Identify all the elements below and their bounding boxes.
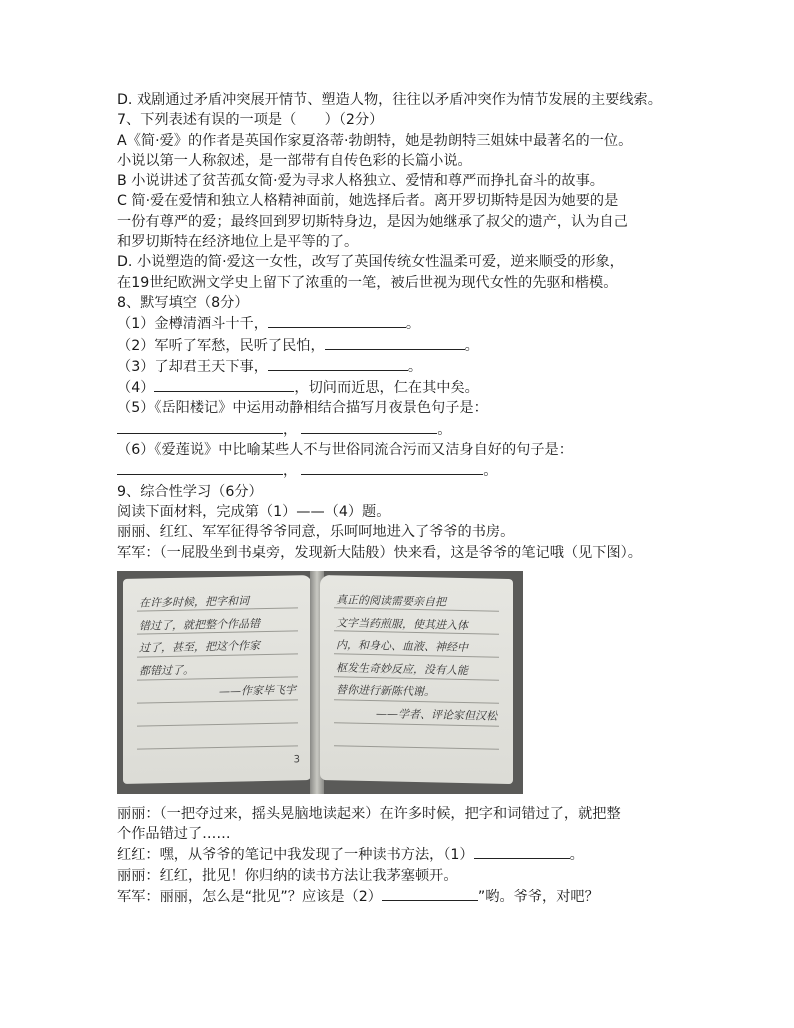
note-line: 在许多时候，把字和词 <box>139 594 249 610</box>
punct: 。 <box>483 463 498 480</box>
note-line: 文字当药煎服，使其进入体 <box>336 615 468 632</box>
dialogue-line: 丽丽、红红、军军征得爷爷同意，乐呵呵地进入了爷爷的书房。 <box>117 524 515 541</box>
fill-5-blanks <box>117 419 687 440</box>
dialogue-line: 军军：（一屁股坐到书桌旁，发现新大陆般）快来看，这是爷爷的笔记哦（见下图）。 <box>117 544 642 561</box>
note-line: 都错过了。 <box>139 663 194 678</box>
answer-blank[interactable] <box>154 377 294 392</box>
note-line: 枢发生奇妙反应，没有人能 <box>336 660 468 677</box>
answer-blank[interactable] <box>117 419 283 434</box>
note-line: 过了，甚至，把这个作家 <box>139 639 260 655</box>
dialogue-line <box>117 886 687 907</box>
question-8-title: 8、默写填空（8分） <box>117 294 249 311</box>
fill-1-text: （1）金樽清酒斗十千， <box>117 316 268 333</box>
option-a: A《简·爱》的作者是英国作家夏洛蒂·勃朗特，她是勃朗特三姐妹中最著名的一位。 <box>117 132 633 149</box>
option-b: B 小说讲述了贫苦孤女简·爱为寻求人格独立、爱情和尊严而挣扎奋斗的故事。 <box>117 173 604 190</box>
dialogue-line: 丽丽：红红，批见！你归纳的读书方法让我茅塞顿开。 <box>117 867 458 884</box>
handwritten-note-right <box>336 589 503 728</box>
dialogue-line: 丽丽：（一把夺过来，摇头晃脑地读起来）在许多时候，把字和词错过了，就把整 <box>117 805 621 822</box>
dialogue-text-end: ”哟。爷爷，对吧？ <box>477 889 599 906</box>
option-d: D. 小说塑造的简·爱这一女性，改写了英国传统女性温柔可爱，逆来顺受的形象， <box>117 254 624 271</box>
fill-1 <box>117 313 687 334</box>
note-author: ——作家毕飞宇 <box>219 683 296 699</box>
fill-2-text: （2）军听了军愁，民听了民怕， <box>117 337 325 354</box>
option-a-cont: 小说以第一人称叙述，是一部带有自传色彩的长篇小说。 <box>117 152 472 169</box>
fill-6: （6）《爱莲说》中比喻某些人不与世俗同流合污而又洁身自好的句子是： <box>117 442 573 459</box>
answer-blank[interactable] <box>117 460 283 475</box>
punct: 。 <box>464 337 479 354</box>
answer-blank[interactable] <box>301 419 437 434</box>
answer-blank[interactable] <box>325 335 465 350</box>
dialogue-line <box>117 844 687 865</box>
text-line: D. 戏剧通过矛盾冲突展开情节、塑造人物，往往以矛盾冲突作为情节发展的主要线索。 <box>117 92 662 108</box>
dialogue-text: 红红：嘿，从爷爷的笔记中我发现了一种读书方法，（1） <box>117 847 474 864</box>
answer-blank[interactable] <box>382 886 478 901</box>
fill-3-text: （3）了却君王天下事， <box>117 358 268 375</box>
dialogue-text: 军军：丽丽，怎么是“批见”？应该是（2） <box>117 889 382 906</box>
notebook-photo <box>117 571 523 794</box>
punct: 。 <box>569 847 584 864</box>
note-line: 替你进行新陈代谢。 <box>336 683 435 699</box>
punct: 。 <box>407 358 423 375</box>
question-9-intro: 阅读下面材料，完成第（1）——（4）题。 <box>117 503 391 520</box>
fill-4-text: （4） <box>117 380 155 397</box>
handwritten-note-left <box>139 589 302 705</box>
page-number: 3 <box>293 753 300 765</box>
fill-4 <box>117 377 687 398</box>
answer-blank[interactable] <box>474 844 570 859</box>
fill-2 <box>117 335 687 356</box>
answer-blank[interactable] <box>268 313 406 328</box>
fill-5: （5）《岳阳楼记》中运用动静相结合描写月夜景色句子是： <box>117 400 488 417</box>
answer-blank[interactable] <box>268 356 408 371</box>
fill-6-blanks <box>117 460 687 481</box>
option-c: C 简·爱在爱情和独立人格精神面前，她选择后者。离开罗切斯特是因为她要的是 <box>117 193 619 210</box>
notebook-left-page <box>123 575 312 784</box>
dialogue-line: 个作品错过了…… <box>117 826 231 843</box>
option-c-cont: 一份有尊严的爱；最终回到罗切斯特身边，是因为她继承了叔父的遗产，认为自己 <box>117 213 628 230</box>
punct: 。 <box>437 421 452 438</box>
note-author: ——学者、评论家但汉松 <box>376 706 497 723</box>
fill-4-suffix: ，切问而近思，仁在其中矣。 <box>294 380 479 397</box>
punct: ， <box>283 421 298 438</box>
notebook-right-page <box>320 575 513 784</box>
fill-3 <box>117 356 687 377</box>
question-7-title: 7、下列表述有误的一项是（ ）（2分） <box>117 112 384 129</box>
punct: ， <box>283 463 298 480</box>
note-line: 内，和身心、血液、神经中 <box>336 638 468 655</box>
punct: 。 <box>405 316 421 333</box>
option-d-cont: 在19世纪欧洲文学史上留下了浓重的一笔，被后世视为现代女性的先驱和楷模。 <box>117 274 618 291</box>
question-9-title: 9、综合性学习（6分） <box>117 483 263 500</box>
option-c-cont2: 和罗切斯特在经济地位上是平等的了。 <box>117 234 359 251</box>
document-page <box>117 90 687 907</box>
answer-blank[interactable] <box>301 460 483 475</box>
note-line: 错过了，就把整个作品错 <box>139 616 260 633</box>
note-line: 真正的阅读需要亲自把 <box>336 593 446 609</box>
